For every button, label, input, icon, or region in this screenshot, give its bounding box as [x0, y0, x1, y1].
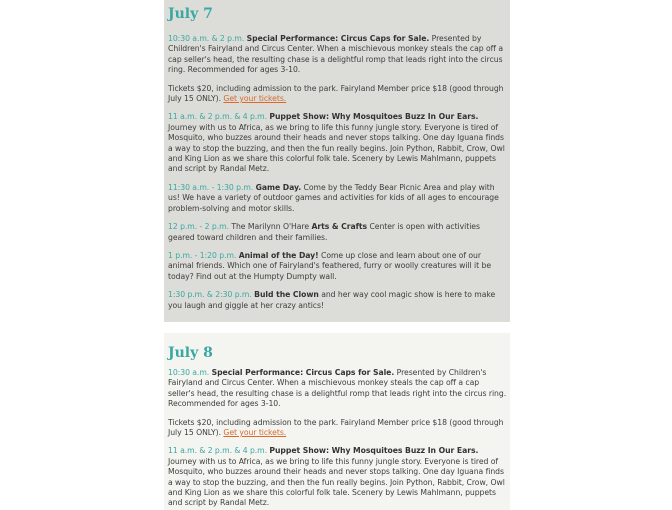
event-item — [168, 368, 507, 410]
event-title: Special Performance: Circus Caps for Sale. — [211, 368, 395, 377]
event-time: 12 p.m. - 2 p.m. — [168, 222, 229, 232]
event-item — [168, 222, 507, 243]
event-item — [168, 290, 507, 311]
event-title: Puppet Show: Why Mosquitoes Buzz In Our Ears. — [269, 446, 479, 456]
ticket-text: Tickets $20, including admission to the park. Fairyland Member price $18 (good through July 15 ONLY). — [168, 417, 504, 438]
event-item — [168, 446, 507, 508]
event-time: 11 a.m. & 2 p.m. & 4 p.m. — [168, 112, 268, 122]
event-title: Arts & Crafts — [311, 222, 368, 232]
event-time: 11 a.m. & 2 p.m. & 4 p.m. — [168, 446, 268, 456]
event-description: Center is open with activities geared toward children and their families. — [168, 222, 480, 242]
event-title: Special Performance: Circus Caps for Sale. — [246, 34, 430, 43]
day-section-july-8 — [164, 333, 510, 510]
event-title: Buld the Clown — [254, 290, 319, 300]
event-item — [168, 112, 507, 174]
event-item — [168, 34, 507, 76]
event-description: Journey with us to Africa, as we bring to life this funny jungle story. Everyone is tired of Mosquito, who buzzes around their heads and never stops talking. One day Iguana finds a way to stop the buzzing, and then the fun really begins. Join Python, Rabbit, Crow, Owl and King Lion as we share this colorful folk tale. Scenery by Lewis Mahlmann, puppets and script by Randal Metz. — [168, 456, 505, 508]
event-list — [168, 368, 507, 509]
get-tickets-link[interactable]: Get your tickets. — [223, 94, 287, 104]
event-list — [168, 34, 507, 311]
event-time: 1:30 p.m. & 2:30 p.m. — [168, 290, 252, 300]
day-heading: July 8 — [168, 345, 213, 361]
event-item — [168, 251, 507, 282]
event-description: Presented by Children's Fairyland and Circus Center. When a mischievous monkey steals the cap off a cap seller's head, the resulting chase is a delightful romp that leads right into the circus ring. Recommended for ages 3-10. — [168, 368, 507, 409]
event-item — [168, 183, 507, 214]
day-section-july-7 — [164, 0, 510, 322]
day-heading: July 7 — [168, 6, 213, 22]
ticket-info — [168, 84, 507, 105]
event-title: Game Day. — [255, 182, 302, 192]
ticket-text: Tickets $20, including admission to the park. Fairyland Member price $18 (good through July 15 ONLY). — [168, 83, 504, 104]
event-description: Presented by Children's Fairyland and Circus Center. When a mischievous monkey steals the cap off a cap seller's head, the resulting chase is a delightful romp that leads right into the circus ring. Recommended for ages 3-10. — [168, 34, 504, 75]
event-title: Puppet Show: Why Mosquitoes Buzz In Our Ears. — [269, 112, 479, 122]
event-description: and her way cool magic show is here to make you laugh and giggle at her crazy antics! — [168, 290, 496, 310]
event-description: Come by the Teddy Bear Picnic Area and play with us! We have a variety of outdoor games and activities for kids of all ages to encourage problem-solving and motor skills. — [168, 182, 499, 213]
event-title: Animal of the Day! — [238, 250, 319, 260]
ticket-info — [168, 418, 507, 439]
event-time: 10:30 a.m. — [168, 368, 210, 377]
event-time: 11:30 a.m. - 1:30 p.m. — [168, 182, 254, 192]
event-description-pre: The Marilynn O'Hare — [231, 222, 310, 232]
event-description: Come up close and learn about one of our animal friends. Which one of Fairyland's feathered, furry or woolly creatures will it be today? Find out at the Humpty Dumpty wall. — [168, 250, 491, 281]
event-time: 10:30 a.m. & 2 p.m. — [168, 34, 245, 43]
get-tickets-link[interactable]: Get your tickets. — [223, 428, 287, 438]
event-description: Journey with us to Africa, as we bring to life this funny jungle story. Everyone is tired of Mosquito, who buzzes around their heads and never stops talking. One day Iguana finds a way to stop the buzzing, and then the fun really begins. Join Python, Rabbit, Crow, Owl and King Lion as we share this colorful folk tale. Scenery by Lewis Mahlmann, puppets and script by Randal Metz. — [168, 122, 505, 174]
event-time: 1 p.m. - 1:20 p.m. — [168, 250, 237, 260]
